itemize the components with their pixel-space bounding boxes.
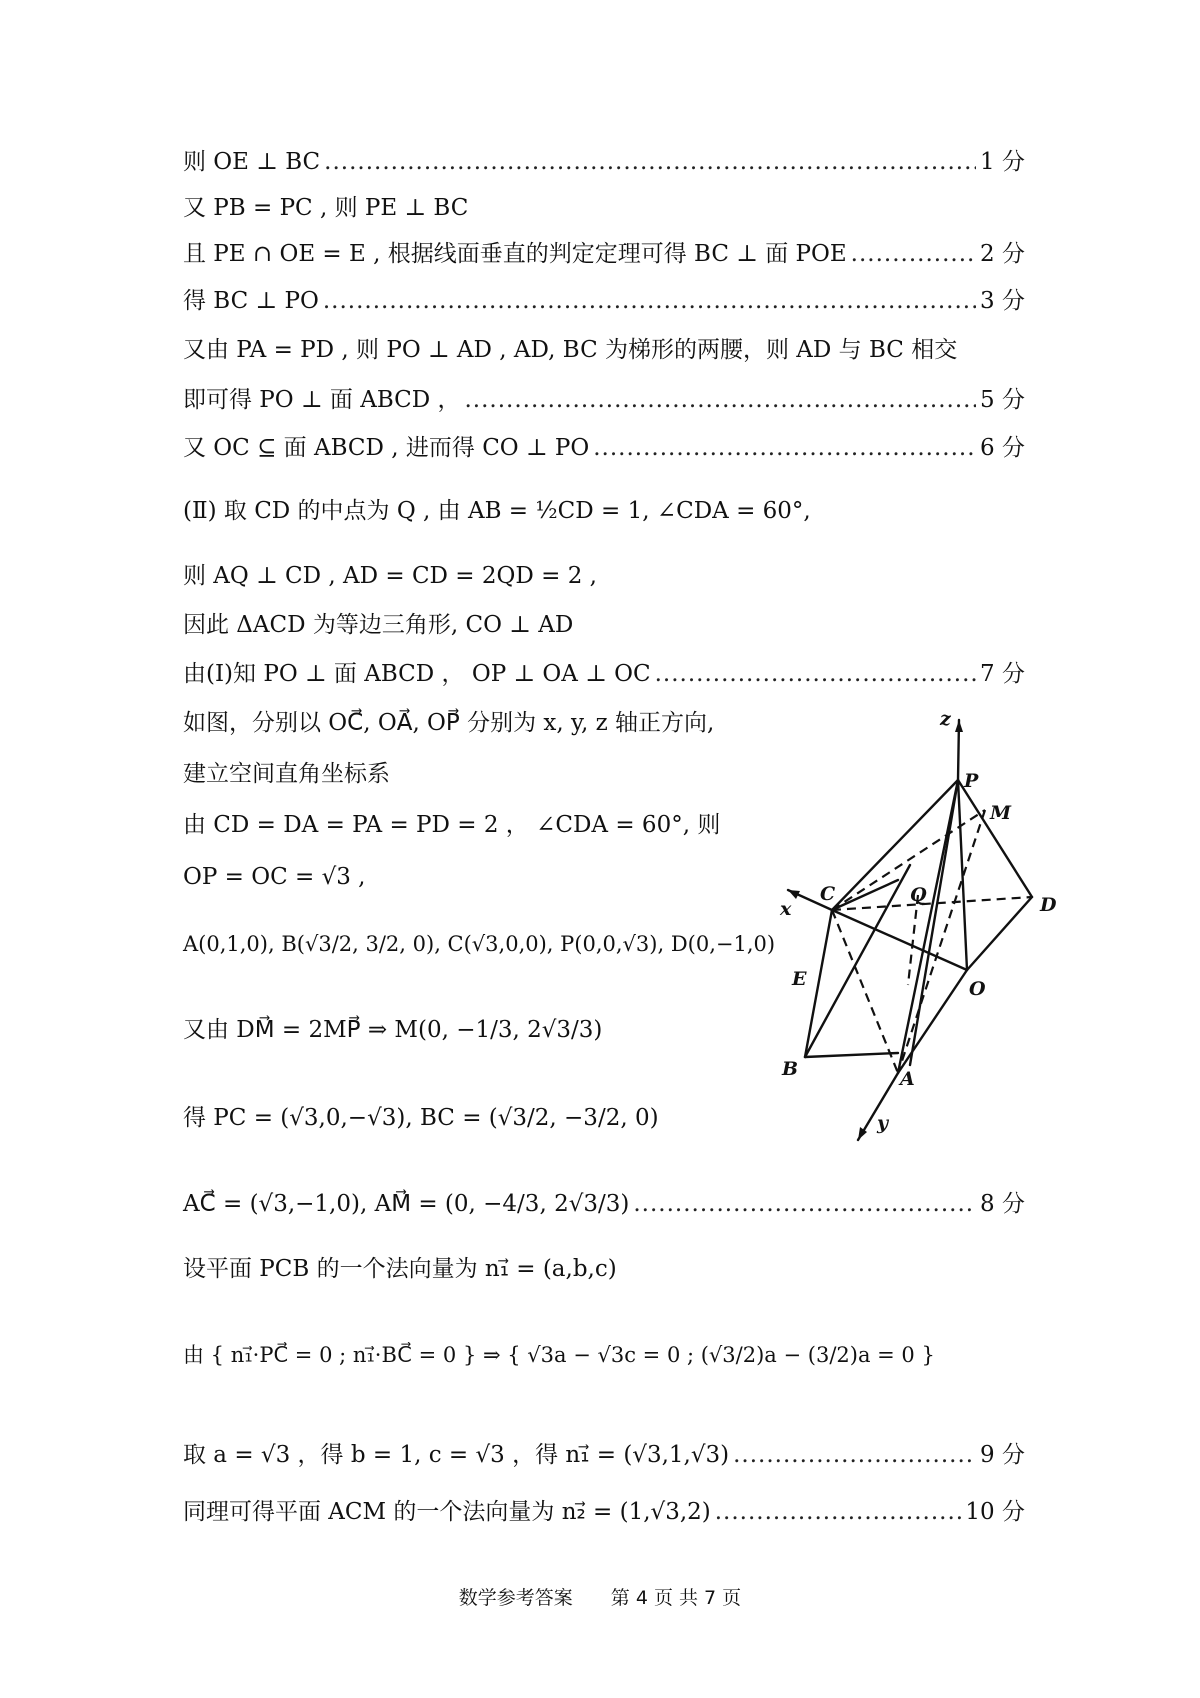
solution-line-16	[183, 929, 776, 959]
line-text: 因此 ΔACD 为等边三角形, CO ⊥ AD	[183, 612, 574, 638]
edge-OD	[967, 897, 1032, 970]
label-E: E	[792, 968, 807, 990]
line-text: 又 OC ⊆ 面 ABCD , 进而得 CO ⊥ PO	[183, 435, 590, 461]
solution-line-20	[183, 1254, 1025, 1284]
label-B: B	[782, 1058, 799, 1080]
dot-leader	[655, 659, 976, 689]
edge-BA	[805, 1053, 898, 1057]
edge-PD	[958, 780, 1032, 897]
dot-leader	[465, 385, 977, 415]
line-text: 且 PE ∩ OE = E , 根据线面垂直的判定定理可得 BC ⊥ 面 POE	[183, 241, 847, 267]
label-A: A	[900, 1068, 915, 1090]
solution-line-7	[183, 433, 1025, 463]
line-text: 即可得 PO ⊥ 面 ABCD ，	[183, 387, 461, 413]
score-mark: 1 分	[980, 149, 1025, 175]
dot-leader	[715, 1497, 962, 1527]
solution-line-4	[183, 286, 1025, 316]
line-text: 由(Ⅰ)知 PO ⊥ 面 ABCD ， OP ⊥ OA ⊥ OC	[183, 661, 651, 687]
solution-line-10	[183, 610, 1025, 640]
score-mark: 3 分	[980, 288, 1025, 314]
pyramid-figure	[770, 705, 1100, 1145]
dot-leader	[324, 147, 976, 177]
line-text: (Ⅱ) 取 CD 的中点为 Q , 由 AB = ½CD = 1, ∠CDA = 60°,	[183, 498, 811, 524]
solution-line-22	[183, 1440, 1025, 1470]
solution-line-6	[183, 385, 1025, 415]
solution-line-15	[183, 862, 743, 892]
label-z: z	[940, 708, 951, 730]
solution-line-2	[183, 193, 1025, 223]
label-C: C	[820, 883, 836, 905]
line-text: A(0,1,0), B(√3/2, 3/2, 0), C(√3,0,0), P(0,0,√3), D(0,−1,0)	[183, 932, 776, 956]
line-text: 得 BC ⊥ PO	[183, 288, 319, 314]
solution-line-5	[183, 335, 1025, 365]
dot-leader	[323, 286, 976, 316]
solution-line-18	[183, 1103, 743, 1133]
label-Q: Q	[910, 884, 927, 906]
solution-line-14	[183, 810, 743, 840]
label-D: D	[1040, 894, 1057, 916]
line-text: 同理可得平面 ACM 的一个法向量为 n₂⃗ = (1,√3,2)	[183, 1499, 711, 1525]
dot-leader	[633, 1189, 976, 1219]
dot-leader	[593, 433, 976, 463]
dashed-MA	[898, 810, 985, 1073]
solution-line-9	[183, 561, 1025, 591]
z-axis-arrow	[955, 720, 963, 732]
line-text: OP = OC = √3 ,	[183, 864, 366, 890]
score-mark: 9 分	[980, 1442, 1025, 1468]
solution-line-1	[183, 147, 1025, 177]
line-text: 则 OE ⊥ BC	[183, 149, 321, 175]
label-x: x	[780, 898, 792, 920]
solution-line-11	[183, 659, 1025, 689]
edge-CO	[832, 910, 967, 970]
page-footer: 数学参考答案 第 4 页 共 7 页	[458, 1587, 742, 1609]
score-mark: 8 分	[980, 1191, 1025, 1217]
line-text: AC⃗ = (√3,−1,0), AM⃗ = (0, −4/3, 2√3/3)	[183, 1191, 630, 1217]
score-mark: 2 分	[980, 241, 1025, 267]
line-text: 由 { n₁⃗·PC⃗ = 0 ; n₁⃗·BC⃗ = 0 } ⇒ { √3a − √3c = 0 ; (√3/2)a − (3/2)a = 0 }	[183, 1343, 935, 1367]
dot-leader	[851, 239, 976, 269]
line-text: 又由 PA = PD , 则 PO ⊥ AD , AD, BC 为梯形的两腰，则 AD 与 BC 相交	[183, 337, 958, 363]
solution-line-13	[183, 759, 743, 789]
line-text: 又由 DM⃗ = 2MP⃗ ⇒ M(0, −1/3, 2√3/3)	[183, 1017, 603, 1043]
solution-line-21	[183, 1340, 1025, 1370]
label-P: P	[964, 770, 979, 792]
line-text: 由 CD = DA = PA = PD = 2 ， ∠CDA = 60°, 则	[183, 812, 721, 838]
line-text: 如图，分别以 OC⃗, OA⃗, OP⃗ 分别为 x, y, z 轴正方向,	[183, 710, 715, 736]
score-mark: 7 分	[980, 661, 1025, 687]
line-text: 又 PB = PC , 则 PE ⊥ BC	[183, 195, 469, 221]
dot-leader	[733, 1440, 976, 1470]
score-mark: 5 分	[980, 387, 1025, 413]
line-text: 设平面 PCB 的一个法向量为 n₁⃗ = (a,b,c)	[183, 1256, 617, 1282]
solution-line-23	[183, 1497, 1025, 1527]
solution-line-8	[183, 496, 1025, 526]
score-mark: 10 分	[965, 1499, 1025, 1525]
solution-line-3	[183, 239, 1025, 269]
solution-line-17	[183, 1015, 743, 1045]
label-M: M	[990, 802, 1012, 824]
dashed-AQ	[908, 895, 918, 985]
line-text: 取 a = √3 ，得 b = 1, c = √3 ，得 n₁⃗ = (√3,1,√3)	[183, 1442, 730, 1468]
label-y: y	[877, 1112, 889, 1134]
label-O: O	[969, 978, 986, 1000]
line-text: 则 AQ ⊥ CD , AD = CD = 2QD = 2 ,	[183, 563, 597, 589]
solution-line-12	[183, 708, 763, 738]
line-text: 建立空间直角坐标系	[183, 761, 390, 787]
score-mark: 6 分	[980, 435, 1025, 461]
edge-CB	[805, 910, 832, 1057]
solution-line-19	[183, 1189, 1025, 1219]
line-text: 得 PC = (√3,0,−√3), BC = (√3/2, −3/2, 0)	[183, 1105, 659, 1131]
